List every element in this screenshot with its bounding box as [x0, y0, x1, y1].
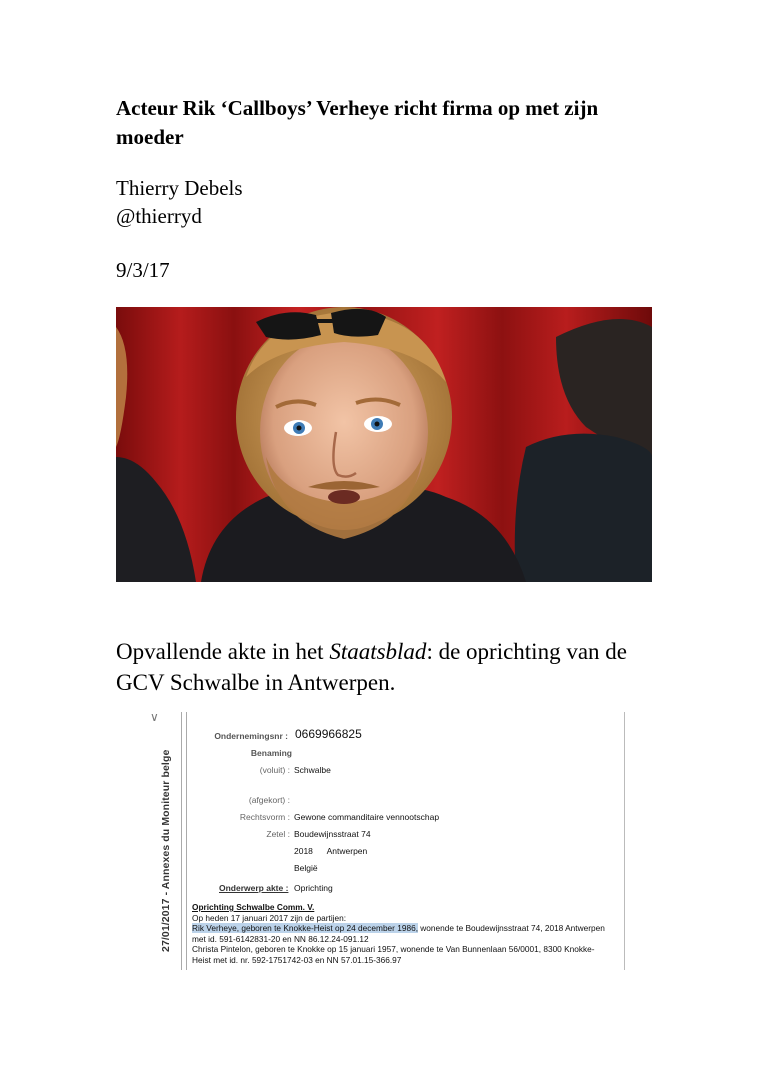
portrait-photo-illustration: [116, 307, 652, 582]
value-onderwerp-akte: Oprichting: [294, 883, 333, 893]
clipping-body-line-rest: wonende te Boudewijnsstraat 74, 2018 Antwerpen: [418, 923, 605, 933]
label-afgekort: (afgekort) :: [248, 795, 290, 805]
photo-caption: [116, 636, 676, 698]
chevron-down-icon: ∨: [150, 712, 159, 724]
clipping-body-line: [192, 923, 624, 934]
article-author: Thierry Debels: [116, 176, 243, 200]
caption-italic-staatsblad: Staatsblad: [329, 639, 427, 664]
value-zetel-city: 2018 Antwerpen: [294, 846, 368, 856]
label-zetel: Zetel :: [266, 829, 290, 839]
label-voluit: (voluit) :: [259, 765, 290, 775]
label-ondernemingsnr: Ondernemingsnr :: [214, 731, 288, 741]
highlighted-text: Rik Verheye, geboren te Knokke-Heist op 24 december 1986,: [192, 923, 418, 933]
label-rechtsvorm: Rechtsvorm :: [239, 812, 290, 822]
clipping-body: [192, 902, 624, 965]
divider-line: [624, 712, 625, 970]
article-headline: Acteur Rik ‘Callboys’ Verheye richt firma op met zijn moeder: [116, 96, 599, 149]
value-voluit: Schwalbe: [294, 765, 331, 775]
clipping-body-line: Christa Pintelon, geboren te Knokke op 15 januari 1957, wonende te Van Bunnenlaan 56/0001, 8300 Knokke-: [192, 944, 595, 954]
label-onderwerp-akte: Onderwerp akte :: [219, 883, 289, 893]
clipping-vertical-text: 27/01/2017 - Annexes du Moniteur belge: [160, 749, 172, 952]
label-benaming: Benaming: [250, 748, 292, 758]
caption-text-start: Opvallende akte in het: [116, 639, 330, 664]
value-ondernemingsnr: 0669966825: [295, 727, 362, 741]
value-zetel-country: België: [294, 863, 318, 873]
caption-text-end: : de oprichting van de GCV Schwalbe in Antwerpen.: [116, 639, 627, 695]
value-rechtsvorm: Gewone commanditaire vennootschap: [294, 812, 440, 822]
article-date: 9/3/17: [116, 258, 170, 282]
staatsblad-clipping: [136, 712, 628, 970]
clipping-body-line: met id. 591-6142831-20 en NN 86.12.24-091.12: [192, 933, 369, 944]
article-photo: [116, 307, 652, 582]
clipping-body-line: Heist met id. nr. 592-1751742-03 en NN 57.01.15-366.97: [192, 954, 402, 965]
value-zetel-street: Boudewijnsstraat 74: [294, 829, 371, 839]
clipping-body-title: Oprichting Schwalbe Comm. V.: [192, 902, 315, 912]
author-twitter-handle: @thierryd: [116, 204, 202, 228]
clipping-body-line: Op heden 17 januari 2017 zijn de partijen:: [192, 912, 347, 923]
